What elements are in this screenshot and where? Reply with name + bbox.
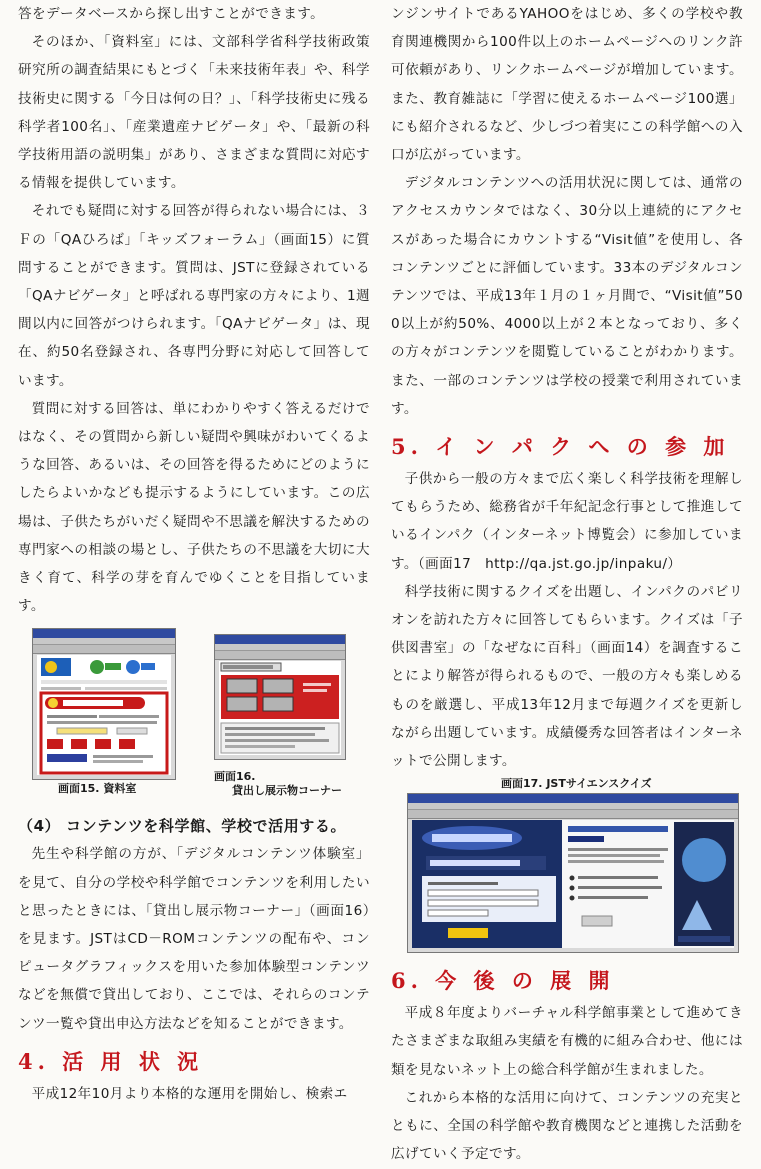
figure16-caption-title: 貸出し展示物コーナー [232, 784, 342, 798]
window-titlebar [408, 794, 738, 803]
qa-badge-icon [48, 698, 58, 708]
cd-rom-icon [227, 679, 257, 693]
figure15-screenshot [32, 628, 176, 780]
window-toolbar [408, 810, 738, 819]
paragraph: それでも疑問に対する回答が得られない場合には、３Ｆの「QAひろば」「キッズフォーラム」（画面15）に質問することができます。質問は、JSTに登録されている「QAナビゲータ」と呼ばれる専門家の方々により、1週間以内に回答がつけられます。「QAナビゲータ」は、現在、約50名登録され、各専門分野に対応して回答しています。 [18, 203, 370, 389]
right-column [391, 0, 743, 1169]
window-toolbar [33, 645, 175, 654]
figure-row [18, 620, 370, 812]
left-column [18, 0, 370, 1108]
section-heading: 4. 活 用 状 況 [18, 1048, 204, 1074]
paragraph: 子供から一般の方々まで広く楽しく科学技術を理解してもらうため、総務省が千年紀記念行事として推進しているインパク（インターネット博覧会）に参加しています。（画面17 http://qa.jst.go.jp/inpaku/） [391, 471, 743, 572]
globe-icon [682, 838, 726, 882]
webpage-area [37, 655, 171, 775]
window-toolbar [215, 651, 345, 660]
paragraph: 平成８年度よりバーチャル科学館事業として進めてきたさまざまな取組み実績を有機的に組み合わせ、他には類を見ないネット上の総合科学館が生まれました。 [391, 1005, 743, 1078]
webpage-area [219, 661, 341, 755]
paragraph: これから本格的な活用に向けて、コンテンツの充実とともに、全国の科学館や教育機関などと連携した活動を広げていく予定です。 [391, 1089, 743, 1163]
section-heading: 6. 今 後 の 展 開 [391, 968, 615, 994]
section-heading: 5. イ ン パ ク へ の 参 加 [391, 434, 730, 460]
paragraph: ンジンサイトであるYAHOOをはじめ、多くの学校や教育関連機関から100件以上のホームページへのリンク許可依頼があり、リンクホームページが増加しています。また、教育雑誌に「学習に使えるホームページ100選」にも紹介されるなど、少しづつ着実にこの科学館への入口が広がっています。 [391, 6, 743, 164]
window-menubar [33, 638, 175, 645]
paragraph: デジタルコンテンツへの活用状況に関しては、通常のアクセスカウンタではなく、30分以上連続的にアクセスがあった場合にカウントする“Visit値”を使用し、各コンテンツごとに評価しています。33本のデジタルコンテンツでは、平成13年１月の１ヶ月間で、“Visit値”500以上が約50%、4000以上が２本となっており、多くの方々がコンテンツを閲覧していることがわかります。また、一部のコンテンツは学校の授業で利用されています。 [391, 175, 743, 417]
paragraph: 平成12年10月より本格的な運用を開始し、検索エ [31, 1085, 348, 1102]
paragraph: 答をデータベースから探し出すことができます。 [18, 6, 325, 22]
subsection-heading: （4） コンテンツを科学館、学校で活用する。 [18, 817, 347, 836]
figure15-graphic [37, 655, 171, 775]
figure16-graphic [219, 661, 341, 755]
window-menubar [408, 803, 738, 810]
figure17-block [391, 775, 743, 957]
paragraph: そのほか、「資料室」には、文部科学省科学技術政策研究所の調査結果にもとづく「未来技術年表」や、科学技術史に関する「今日は何の日？」、「科学技術史に残る科学者100名」、「産業遺産ナビゲータ」や、「最新の科学技術用語の説明集」があり、さまざまな質問に対応する情報を提供しています。 [18, 34, 370, 192]
window-titlebar [33, 629, 175, 638]
figure16-screenshot [214, 634, 346, 760]
figure16-caption-number: 画面16. [214, 770, 256, 784]
paragraph: 質問に対する回答は、単にわかりやすく答えるだけではなく、その質問から新しい疑問や興味がわいてくるような回答、あるいは、その回答を得るためにどのようにしたらよいかなども提示するようにしています。この広場は、子供たちがいだく疑問や不思議を解決するための専門家への相談の場とし、子供たちの不思議を大切に大きく育て、科学の芽を育んでゆくことを目指しています。 [18, 400, 370, 615]
figure15-caption: 画面15. 資料室 [58, 782, 137, 796]
paragraph: 科学技術に関するクイズを出題し、インパクのパビリオンを訪れた方々に回答してもらいます。クイズは「子供図書室」の「なぜなに百科」（画面14）を調査することにより解答が得られるもので、一般の方々も楽しめるものを厳選し、平成13年12月まで毎週クイズを更新しながら出題しています。成績優秀な回答者はインターネットで公開します。 [391, 583, 743, 770]
window-titlebar [215, 635, 345, 644]
figure17-graphic [412, 820, 734, 948]
figure17-screenshot [407, 793, 739, 953]
start-button-graphic [448, 928, 488, 938]
figure17-caption: 画面17. JSTサイエンスクイズ [501, 777, 652, 791]
webpage-area [412, 820, 734, 948]
paragraph: 先生や科学館の方が、「デジタルコンテンツ体験室」を見て、自分の学校や科学館でコンテンツを利用したいと思ったときには、「貸出し展示物コーナー」（画面16）を見ます。JSTはCD－ROMコンテンツの配布や、コンピュータグラフィックスを用いた参加体験型コンテンツなどを無償で貸出しており、ここでは、それらのコンテンツ一覧や貸出申込方法などを知ることができます。 [18, 846, 370, 1032]
window-menubar [215, 644, 345, 651]
